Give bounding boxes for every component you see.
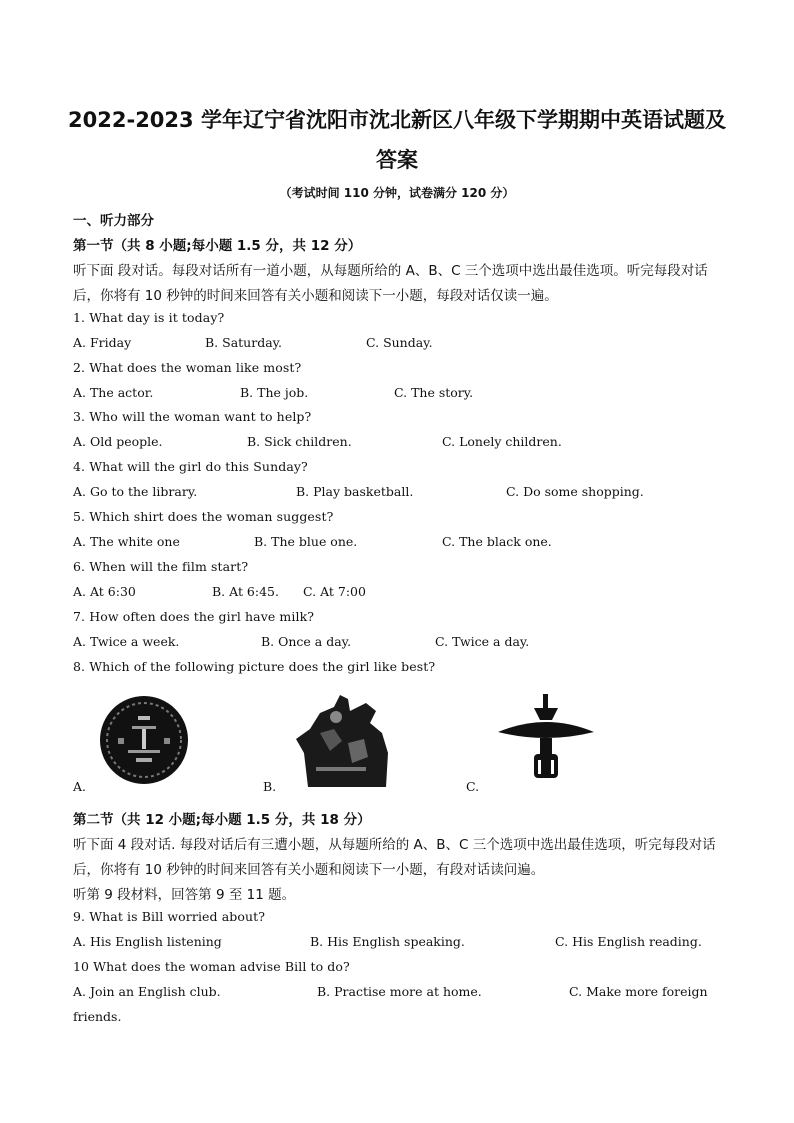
q1-option-b: B. Saturday. (205, 335, 283, 350)
section1-instructions-line1: 听下面 段对话。每段对话所有一道小题，从每题所给的 A、B、C 三个选项中选出最佳选项。听完每段对话 (73, 263, 708, 279)
section2-heading: 第二节（共 12 小题;每小题 1.5 分，共 18 分） (73, 812, 371, 828)
section2-instructions-line1: 听下面 4 段对话. 每段对话后有三遭小题，从每题所给的 A、B、C 三个选项中选出最佳选项，听完每段对话 (73, 837, 716, 853)
q3-option-b: B. Sick children. (247, 434, 352, 449)
q3-option-c: C. Lonely children. (442, 434, 562, 449)
question-7: 7. How often does the girl have milk? (73, 609, 315, 624)
question-3: 3. Who will the woman want to help? (73, 409, 312, 424)
q6-option-b: B. At 6:45. (212, 584, 279, 599)
q4-option-a: A. Go to the library. (73, 484, 198, 499)
q10-option-c: C. Make more foreign (569, 984, 708, 999)
q4-option-c: C. Do some shopping. (506, 484, 644, 499)
q7-option-b: B. Once a day. (261, 634, 352, 649)
question-10: 10 What does the woman advise Bill to do? (73, 959, 350, 974)
section1-instructions-line2: 后，你将有 10 秒钟的时间来回答有关小题和阅读下一小题，每段对话仅读一遍。 (73, 288, 558, 304)
question-1: 1. What day is it today? (73, 310, 225, 325)
q1-option-c: C. Sunday. (366, 335, 433, 350)
q9-option-c: C. His English reading. (555, 934, 702, 949)
material-9-note: 听第 9 段材料，回答第 9 至 11 题。 (73, 887, 296, 903)
q10-option-a: A. Join an English club. (73, 984, 221, 999)
document-title-line1: 2022-2023 学年辽宁省沈阳市沈北新区八年级下学期期中英语试题及 (68, 108, 726, 132)
document-title-line2: 答案 (376, 148, 418, 172)
q5-option-a: A. The white one (73, 534, 180, 549)
q6-option-a: A. At 6:30 (73, 584, 136, 599)
part1-heading: 一、听力部分 (73, 213, 154, 229)
q2-option-b: B. The job. (240, 385, 309, 400)
q8-option-c: C. (466, 779, 480, 794)
question-2: 2. What does the woman like most? (73, 360, 302, 375)
q2-option-c: C. The story. (394, 385, 474, 400)
q4-option-b: B. Play basketball. (296, 484, 414, 499)
section1-heading: 第一节（共 8 小题;每小题 1.5 分，共 12 分） (73, 238, 362, 254)
picture-c-ornament (496, 694, 596, 786)
exam-info: （考试时间 110 分钟，试卷满分 120 分） (279, 186, 515, 200)
q7-option-a: A. Twice a week. (73, 634, 180, 649)
q8-option-b: B. (263, 779, 277, 794)
q7-option-c: C. Twice a day. (435, 634, 530, 649)
q9-option-b: B. His English speaking. (310, 934, 465, 949)
q3-option-a: A. Old people. (73, 434, 163, 449)
question-8: 8. Which of the following picture does the girl like best? (73, 659, 436, 674)
q2-option-a: A. The actor. (73, 385, 154, 400)
q10-option-c-continued: friends. (73, 1009, 122, 1024)
question-6: 6. When will the film start? (73, 559, 249, 574)
q5-option-b: B. The blue one. (254, 534, 358, 549)
picture-a-round-seal (98, 694, 190, 786)
q5-option-c: C. The black one. (442, 534, 552, 549)
picture-b-figure (290, 693, 392, 787)
q10-option-b: B. Practise more at home. (317, 984, 482, 999)
question-5: 5. Which shirt does the woman suggest? (73, 509, 334, 524)
section2-instructions-line2: 后，你将有 10 秒钟的时间来回答有关小题和阅读下一小题，有段对话读问遍。 (73, 862, 545, 878)
q1-option-a: A. Friday (73, 335, 132, 350)
q8-option-a: A. (73, 779, 87, 794)
q9-option-a: A. His English listening (73, 934, 222, 949)
question-9: 9. What is Bill worried about? (73, 909, 266, 924)
question-4: 4. What will the girl do this Sunday? (73, 459, 308, 474)
q6-option-c: C. At 7:00 (303, 584, 366, 599)
